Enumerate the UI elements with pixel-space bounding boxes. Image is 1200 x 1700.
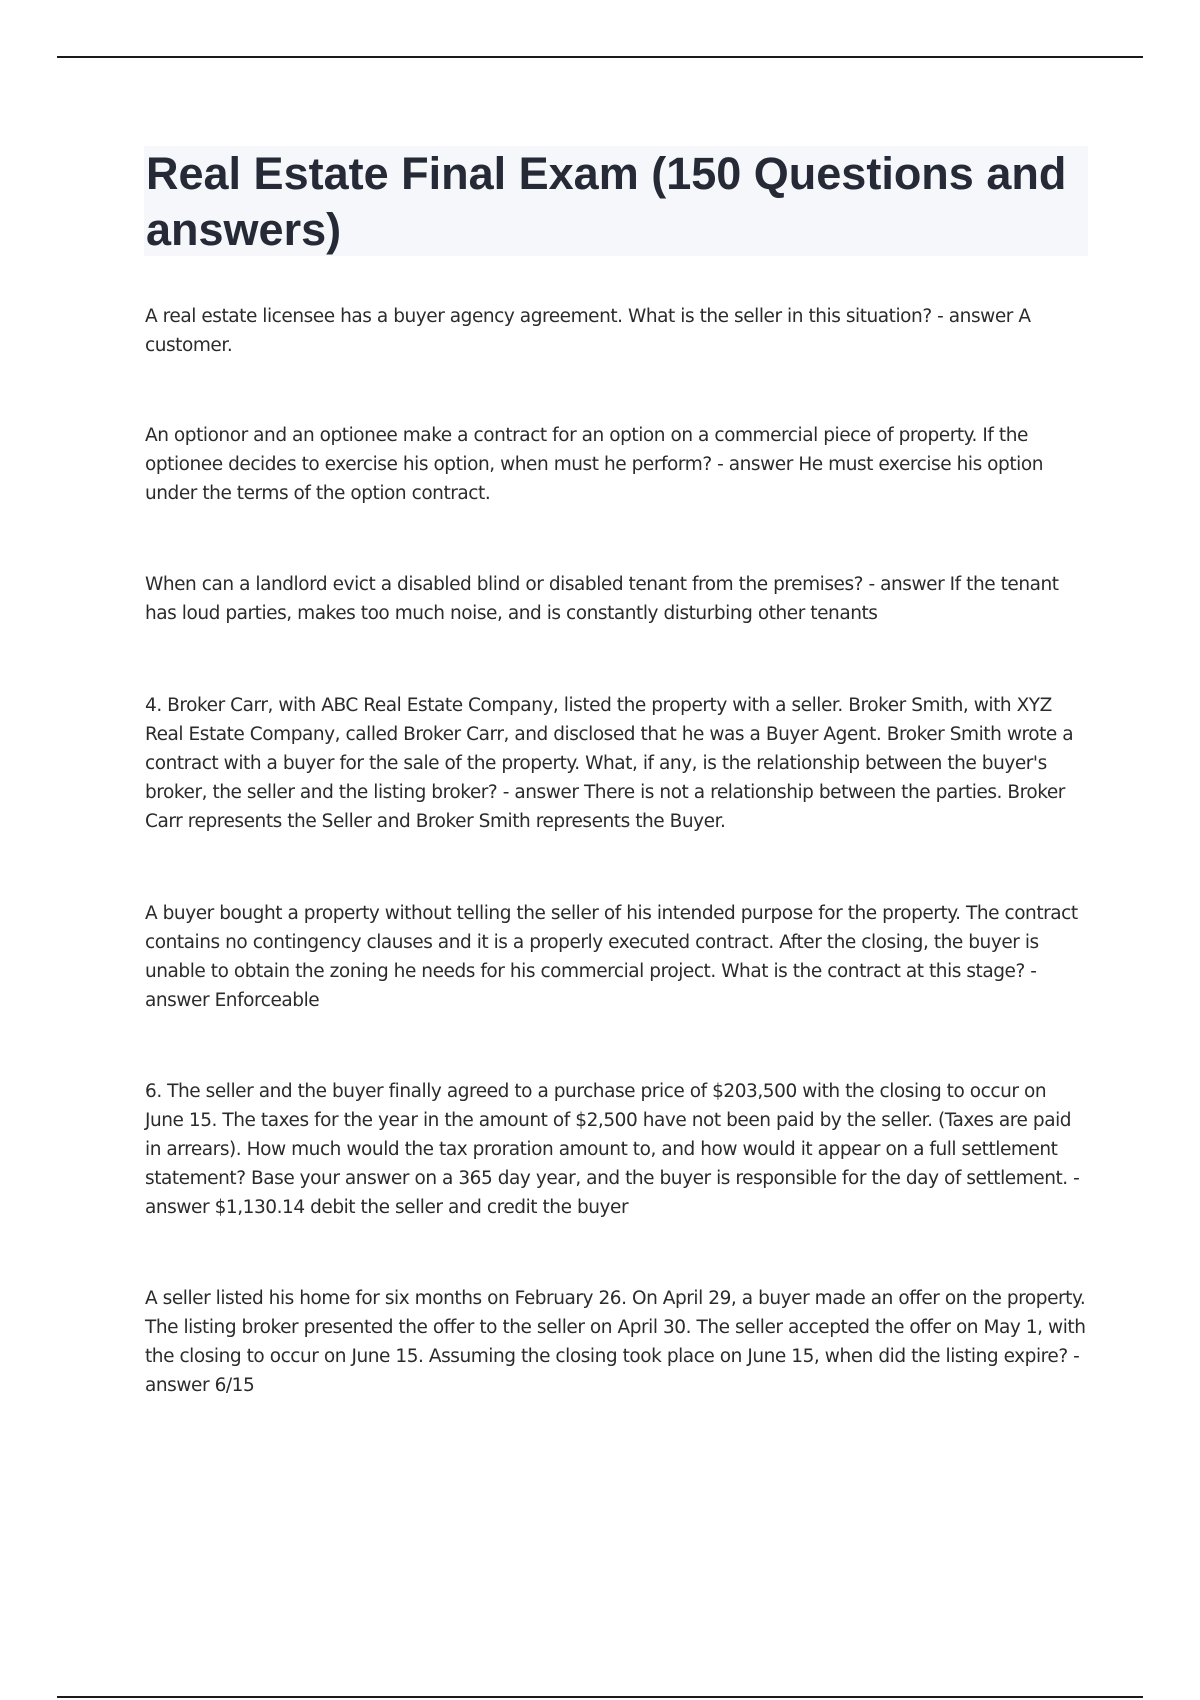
question-text: 6. The seller and the buyer finally agreed to a purchase price of $203,500 with the closing to occur on June 15. The taxes for the year in the amount of $2,500 have not been paid by the seller. (Taxes are paid in arrears). How much would the tax proration amount to, and how would it appear on a full settlement statement? Base your answer on a 365 day year, and the buyer is responsible for the day of settlement. (145, 1081, 1072, 1189)
answer-text: If the tenant has loud parties, makes too much noise, and is constantly disturbing other tenants (145, 574, 1059, 624)
top-rule (57, 56, 1143, 58)
question-text: A real estate licensee has a buyer agency agreement. What is the seller in this situation? (145, 306, 932, 327)
answer-separator: - answer (145, 1168, 1080, 1218)
title-block (144, 146, 1088, 256)
question-text: An optionor and an optionee make a contract for an option on a commercial piece of property. If the optionee decides to exercise his option, when must he perform? (145, 425, 1028, 475)
answer-separator: - answer (863, 574, 950, 595)
qa-item-2 (145, 421, 1090, 508)
qa-item-7 (145, 1284, 1090, 1400)
answer-text: $1,130.14 debit the seller and credit the buyer (214, 1197, 629, 1218)
answer-text: He must exercise his option under the terms of the option contract. (145, 454, 1043, 504)
answer-text: Enforceable (214, 990, 320, 1011)
answer-text: There is not a relationship between the parties. Broker Carr represents the Seller and Broker Smith represents the Buyer. (145, 782, 1065, 832)
question-text: 4. Broker Carr, with ABC Real Estate Company, listed the property with a seller. Broker Smith, with XYZ Real Estate Company, called Broker Carr, and disclosed that he was a Buyer Agent. Broker Smith wrote a contract with a buyer for the sale of the property. What, if any, is the relationship between the buyer's broker, the seller and the listing broker? (145, 695, 1074, 803)
qa-item-6 (145, 1077, 1090, 1222)
question-text: A seller listed his home for six months on February 26. On April 29, a buyer made an offer on the property. The listing broker presented the offer to the seller on April 30. The seller accepted the offer on May 1, with the closing to occur on June 15. Assuming the closing took place on June 15, when did the listing expire? (145, 1288, 1086, 1367)
qa-item-1 (145, 302, 1090, 360)
question-text: A buyer bought a property without telling the seller of his intended purpose for the property. The contract contains no contingency clauses and it is a properly executed contract. After the closing, the buyer is unable to obtain the zoning he needs for his commercial project. What is the contract at this stage? (145, 903, 1078, 982)
answer-text: 6/15 (214, 1375, 255, 1396)
bottom-rule (57, 1696, 1143, 1698)
qa-item-4 (145, 691, 1090, 836)
answer-separator: - answer (931, 306, 1019, 327)
qa-item-3 (145, 570, 1090, 628)
answer-separator: - answer (497, 782, 584, 803)
question-text: When can a landlord evict a disabled blind or disabled tenant from the premises? (145, 574, 864, 595)
answer-separator: - answer (145, 961, 1037, 1011)
document-title: Real Estate Final Exam (150 Questions and answers) (146, 148, 1067, 255)
answer-text: A customer. (145, 306, 1031, 356)
answer-separator: - answer (145, 1346, 1080, 1396)
answer-separator: - answer (711, 454, 799, 475)
qa-item-5 (145, 899, 1090, 1015)
